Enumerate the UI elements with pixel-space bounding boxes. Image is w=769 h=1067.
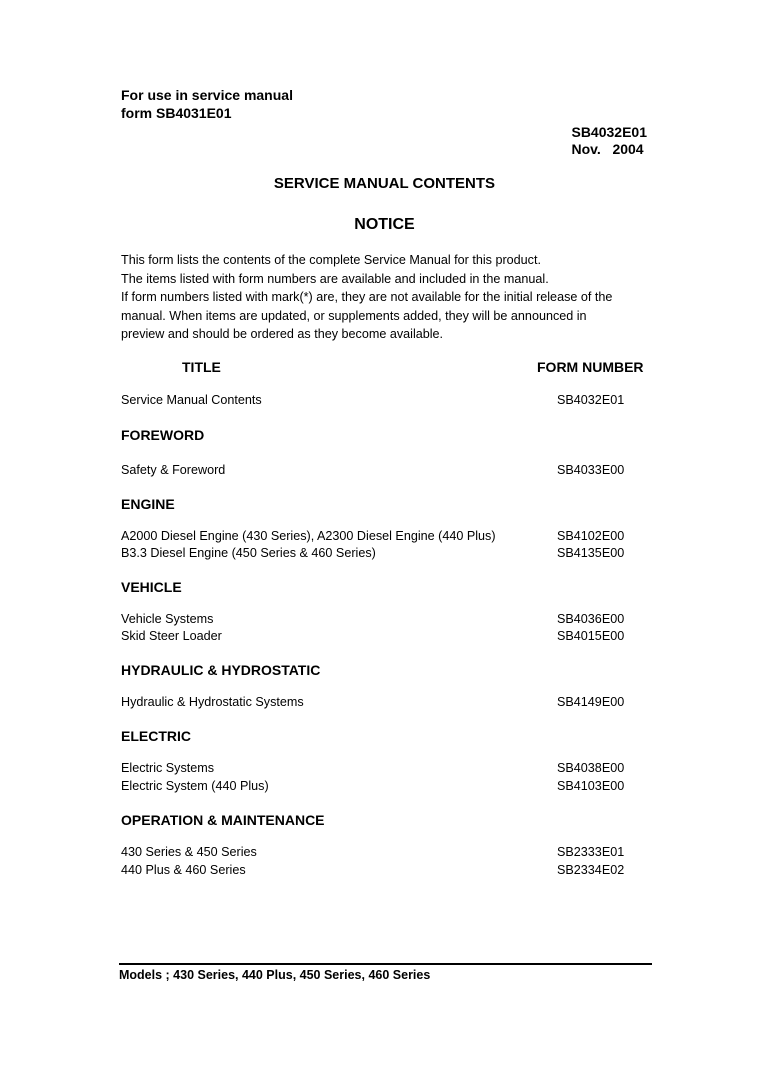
row-title: 430 Series & 450 Series — [121, 845, 257, 859]
section-heading-operation-maintenance: OPERATION & MAINTENANCE — [121, 812, 325, 828]
section-heading-engine: ENGINE — [121, 496, 175, 512]
column-header-form-number: FORM NUMBER — [537, 359, 644, 375]
row-form-number: SB4103E00 — [557, 779, 625, 793]
footer-divider — [119, 963, 652, 965]
contents-row — [121, 611, 641, 629]
contents-row — [121, 462, 641, 480]
row-title: Skid Steer Loader — [121, 629, 222, 643]
row-form-number: SB4038E00 — [557, 761, 625, 775]
contents-row — [121, 694, 641, 712]
row-title: Safety & Foreword — [121, 463, 226, 477]
contents-row — [121, 528, 641, 546]
row-form-number: SB2334E02 — [557, 863, 625, 877]
row-form-number: SB2333E01 — [557, 845, 625, 859]
document-id-block — [571, 124, 647, 158]
row-title: Vehicle Systems — [121, 612, 214, 626]
row-title: Hydraulic & Hydrostatic Systems — [121, 695, 304, 709]
document-date: Nov. 2004 — [571, 141, 644, 157]
contents-row — [121, 778, 641, 796]
contents-row — [121, 392, 641, 410]
manual-reference-line2: form SB4031E01 — [121, 105, 232, 121]
notice-line: manual. When items are updated, or supplements added, they will be announced in — [121, 308, 587, 323]
row-form-number: SB4149E00 — [557, 695, 625, 709]
section-heading-hydraulic: HYDRAULIC & HYDROSTATIC — [121, 662, 321, 678]
manual-reference — [121, 86, 293, 122]
row-form-number: SB4135E00 — [557, 546, 625, 560]
contents-row — [121, 545, 641, 563]
page-title: SERVICE MANUAL CONTENTS — [273, 175, 496, 192]
notice-line: preview and should be ordered as they become available. — [121, 327, 444, 342]
column-header-title: TITLE — [182, 359, 221, 375]
contents-row — [121, 628, 641, 646]
contents-row — [121, 862, 641, 880]
notice-line: The items listed with form numbers are available and included in the manual. — [121, 271, 549, 286]
section-heading-electric: ELECTRIC — [121, 728, 191, 744]
manual-reference-line1: For use in service manual — [121, 87, 293, 103]
notice-text — [121, 251, 651, 344]
row-title: A2000 Diesel Engine (430 Series), A2300 Diesel Engine (440 Plus) — [121, 529, 496, 543]
footer-models: Models ; 430 Series, 440 Plus, 450 Series, 460 Series — [119, 968, 431, 982]
document-number: SB4032E01 — [571, 124, 647, 140]
row-title: Electric System (440 Plus) — [121, 779, 269, 793]
row-form-number: SB4015E00 — [557, 629, 625, 643]
row-form-number: SB4102E00 — [557, 529, 625, 543]
contents-row — [121, 760, 641, 778]
section-heading-vehicle: VEHICLE — [121, 579, 182, 595]
row-form-number: SB4033E00 — [557, 463, 625, 477]
row-form-number: SB4036E00 — [557, 612, 625, 626]
notice-heading: NOTICE — [354, 216, 415, 233]
notice-line: If form numbers listed with mark(*) are, they are not available for the initial release of the — [121, 290, 613, 305]
section-heading-foreword: FOREWORD — [121, 427, 205, 443]
row-title: Electric Systems — [121, 761, 215, 775]
row-title: B3.3 Diesel Engine (450 Series & 460 Series) — [121, 546, 376, 560]
row-title: 440 Plus & 460 Series — [121, 863, 246, 877]
notice-line: This form lists the contents of the complete Service Manual for this product. — [121, 253, 541, 267]
row-form-number: SB4032E01 — [557, 393, 625, 407]
contents-row — [121, 844, 641, 862]
row-title: Service Manual Contents — [121, 393, 262, 407]
